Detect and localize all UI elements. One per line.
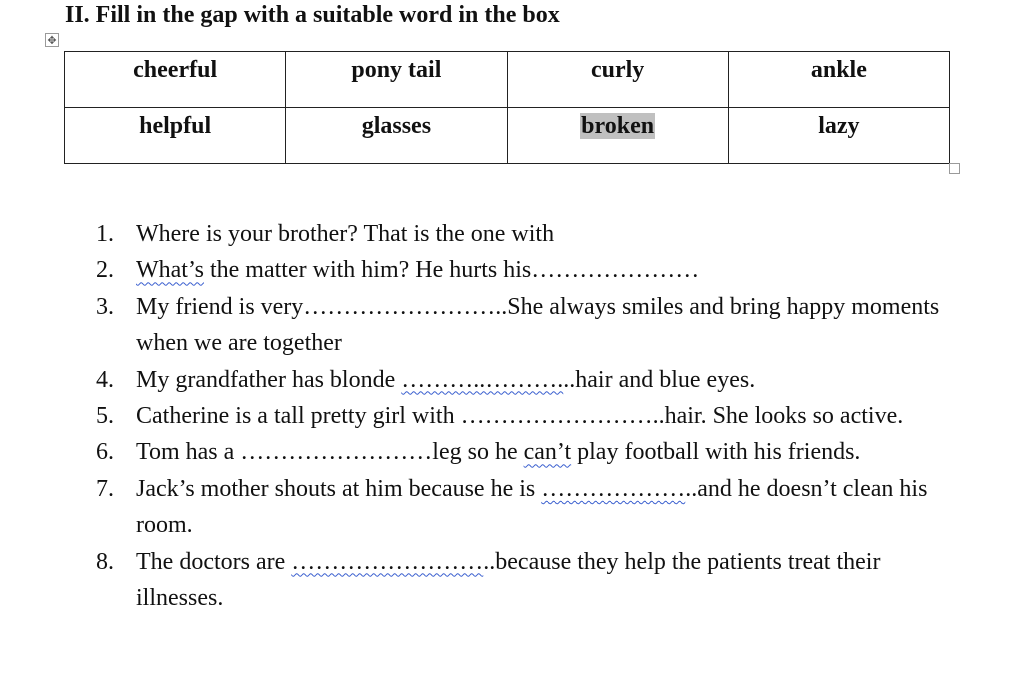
question-item: [96, 252, 966, 288]
question-part: the matter with him? He hurts his…………………: [203, 257, 700, 284]
question-item: [96, 544, 966, 617]
question-number: 8.: [96, 548, 114, 575]
question-item: [96, 289, 966, 362]
word: pony tail: [351, 57, 442, 83]
question-number: 7.: [96, 475, 114, 502]
grammar-flagged-blank[interactable]: ………………: [541, 475, 686, 502]
question-part: Jack’s mother shouts at him because he is: [136, 475, 542, 502]
question-part: Catherine is a tall pretty girl with ……………………..hair. She looks so active.: [136, 403, 904, 430]
word-cell: [65, 108, 286, 164]
question-text: [136, 544, 966, 617]
question-number: 5.: [96, 403, 114, 430]
word-cell: [728, 108, 949, 164]
word-cell: [507, 52, 728, 108]
word: lazy: [818, 113, 860, 139]
question-part: My friend is very……………………..She always smiles and bring happy moments when we are together: [136, 293, 946, 357]
question-part: play football with his friends.: [571, 439, 861, 466]
question-part: Where is your brother? That is the one with: [136, 221, 555, 247]
question-part: ..because they help the patients treat their illnesses.: [136, 548, 887, 612]
word: curly: [590, 57, 645, 83]
word-box-table: [64, 51, 950, 164]
question-number: 1.: [96, 221, 114, 247]
word-cell: [65, 52, 286, 108]
question-number: 4.: [96, 366, 114, 393]
table-row: [65, 108, 950, 164]
question-list: [96, 216, 966, 616]
question-text: [136, 216, 966, 252]
table-resize-handle-icon[interactable]: [949, 163, 960, 174]
question-number: 6.: [96, 439, 114, 466]
word-cell: [286, 52, 507, 108]
grammar-flagged-blank[interactable]: ………..……….: [401, 366, 564, 393]
exercise-heading: II. Fill in the gap with a suitable word in the box: [65, 2, 560, 28]
word-cell: [728, 52, 949, 108]
question-text: [136, 362, 966, 398]
word: glasses: [361, 113, 432, 139]
spelling-flagged-word[interactable]: can’t: [523, 439, 572, 466]
question-number: 2.: [96, 257, 114, 284]
question-part: ..and he doesn’t clean his room.: [136, 475, 934, 539]
word: helpful: [139, 113, 212, 139]
spelling-flagged-word[interactable]: What’s: [136, 257, 204, 284]
word: cheerful: [133, 57, 218, 83]
question-text: [136, 289, 966, 362]
question-text: [136, 252, 966, 288]
question-item: [96, 471, 966, 544]
question-part: My grandfather has blonde: [136, 366, 402, 393]
table-row: [65, 52, 950, 108]
question-part: ..hair and blue eyes.: [563, 366, 756, 393]
question-item: [96, 362, 966, 398]
table-move-handle-icon[interactable]: ✥: [45, 33, 59, 47]
question-text: [136, 471, 966, 544]
question-item: [96, 434, 966, 470]
question-part: Tom has a ……………………leg so he: [136, 439, 524, 466]
word: ankle: [810, 57, 867, 83]
word-highlighted: broken: [581, 113, 655, 139]
word-cell: [286, 108, 507, 164]
question-part: The doctors are: [136, 548, 292, 575]
question-text: [136, 398, 966, 434]
question-number: 3.: [96, 293, 114, 320]
question-item: [96, 216, 966, 252]
question-item: [96, 398, 966, 434]
question-text: [136, 434, 966, 470]
grammar-flagged-blank[interactable]: ……………………: [291, 548, 484, 575]
word-cell: [507, 108, 728, 164]
